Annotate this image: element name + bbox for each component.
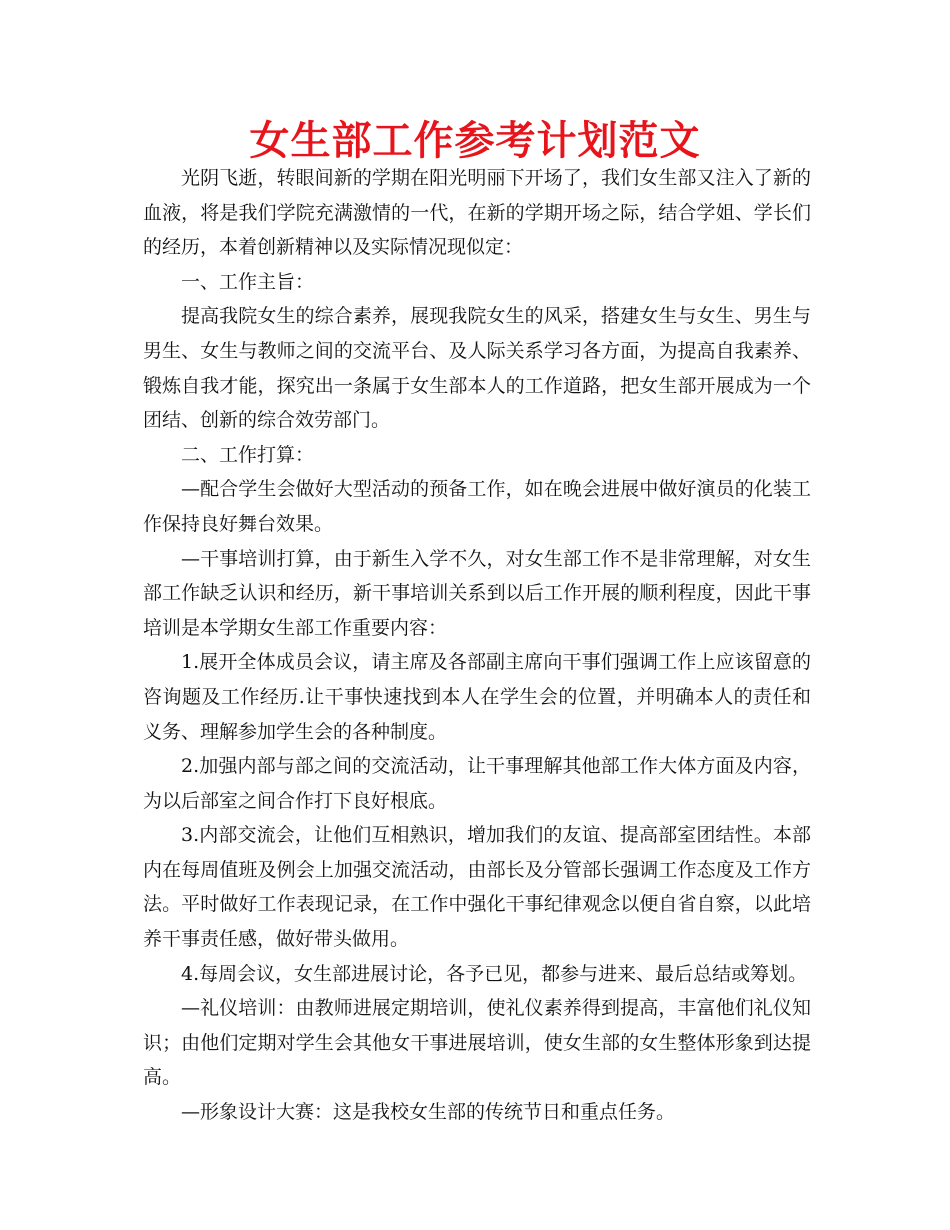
section-heading-plan: 二、工作打算：	[181, 443, 315, 466]
paragraph-image-design: —形象设计大赛：这是我校女生部的传统节日和重点任务。	[181, 1101, 676, 1124]
paragraph-plan-events: —配合学生会做好大型活动的预备工作，如在晚会进展中做好演员的化装工作保持良好舞台效果。	[143, 478, 811, 535]
document-title: 女生部工作参考计划范文	[249, 118, 701, 164]
paragraph-plan-training: —干事培训打算，由于新生入学不久，对女生部工作不是非常理解，对女生部工作缺乏认识和经历，新干事培训关系到以后工作开展的顺利程度，因此干事培训是本学期女生部工作重要内容：	[143, 547, 811, 639]
list-item-1: 1.展开全体成员会议，请主席及各部副主席向干事们强调工作上应该留意的咨询题及工作经历.让干事快速找到本人在学生会的位置，并明确本人的责任和义务、理解参加学生会的各种制度。	[143, 651, 811, 743]
section-heading-purpose: 一、工作主旨：	[181, 270, 315, 293]
list-item-3: 3.内部交流会，让他们互相熟识，增加我们的友谊、提高部室团结性。本部内在每周值班及例会上加强交流活动，由部长及分管部长强调工作态度及工作方法。平时做好工作表现记录，在工作中强化干事纪律观念以便自省自察，以此培养干事责任感，做好带头做用。	[143, 824, 811, 951]
list-item-4: 4.每周会议，女生部进展讨论，各予已见，都参与进来、最后总结或筹划。	[181, 962, 808, 985]
paragraph-etiquette: —礼仪培训：由教师进展定期培训，使礼仪素养得到提高，丰富他们礼仪知识；由他们定期对学生会其他女干事进展培训，使女生部的女生整体形象到达提高。	[143, 997, 811, 1089]
paragraph-purpose: 提高我院女生的综合素养，展现我院女生的风采，搭建女生与女生、男生与男生、女生与教师之间的交流平台、及人际关系学习各方面，为提高自我素养、锻炼自我才能，探究出一条属于女生部本人的工作道路，把女生部开展成为一个团结、创新的综合效劳部门。	[143, 305, 811, 432]
list-item-2: 2.加强内部与部之间的交流活动，让干事理解其他部工作大体方面及内容，为以后部室之间合作打下良好根底。	[143, 755, 811, 812]
paragraph-intro: 光阴飞逝，转眼间新的学期在阳光明丽下开场了，我们女生部又注入了新的血液，将是我们学院充满激情的一代，在新的学期开场之际，结合学姐、学长们的经历，本着创新精神以及实际情况现似定：	[143, 167, 811, 259]
document-body	[143, 161, 811, 1130]
